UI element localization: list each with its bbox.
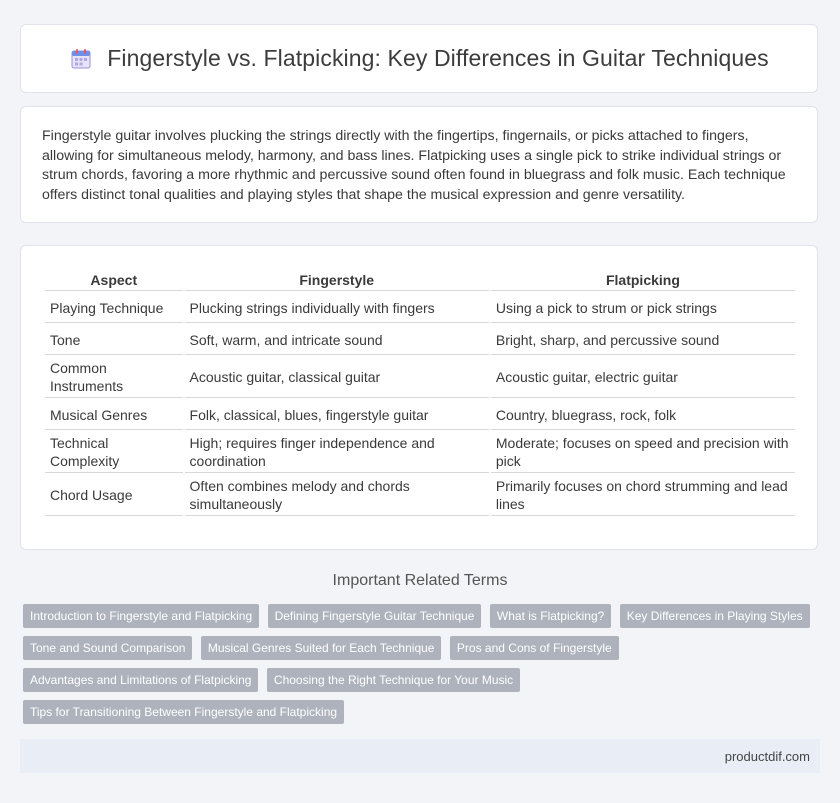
column-header: Fingerstyle [185,268,489,291]
table-row [45,432,795,473]
table-cell: Soft, warm, and intricate sound [185,325,489,355]
table-cell: Moderate; focuses on speed and precision with pick [491,432,795,473]
table-cell: Playing Technique [45,293,183,323]
table-cell: Primarily focuses on chord strumming and lead lines [491,475,795,516]
intro-text: Fingerstyle guitar involves plucking the strings directly with the fingertips, fingernails, or picks attached to fingers, allowing for simultaneous melody, harmony, and bass lines. Flatpicking uses a single pick to strike individual strings or strum chords, favoring a more rhythmic and percussive sound often found in bluegrass and folk music. Each technique offers distinct tonal qualities and playing styles that shape the musical expression and genre versatility. [42,128,786,203]
table-row [45,475,795,516]
related-term-tag[interactable]: What is Flatpicking? [490,604,611,628]
table-cell: Folk, classical, blues, fingerstyle guitar [185,400,489,430]
table-row [45,325,795,355]
table-cell: Often combines melody and chords simultaneously [185,475,489,516]
related-term-tag[interactable]: Defining Fingerstyle Guitar Technique [268,604,482,628]
table-cell: Acoustic guitar, electric guitar [491,357,795,398]
related-term-tag[interactable]: Tone and Sound Comparison [23,636,192,660]
related-term-tag[interactable]: Musical Genres Suited for Each Technique [201,636,442,660]
table-header-row [45,268,795,291]
related-terms-heading: Important Related Terms [332,572,508,589]
comparison-table-card [20,245,818,550]
table-cell: High; requires finger independence and coordination [185,432,489,473]
title-card [20,24,818,93]
table-row [45,400,795,430]
table-cell: Common Instruments [45,357,183,398]
table-cell: Plucking strings individually with fingers [185,293,489,323]
table-row [45,357,795,398]
footer-site: productdif.com [724,748,810,764]
table-cell: Tone [45,325,183,355]
table-cell: Acoustic guitar, classical guitar [185,357,489,398]
table-cell: Using a pick to strum or pick strings [491,293,795,323]
table-cell: Chord Usage [45,475,183,516]
intro-card [20,106,818,223]
column-header: Flatpicking [491,268,795,291]
related-term-tag[interactable]: Key Differences in Playing Styles [620,604,810,628]
table-row [45,293,795,323]
related-term-tag[interactable]: Pros and Cons of Fingerstyle [450,636,619,660]
table-cell: Country, bluegrass, rock, folk [491,400,795,430]
related-term-tag[interactable]: Advantages and Limitations of Flatpicking [23,668,258,692]
column-header: Aspect [45,268,183,291]
calendar-icon [69,47,93,71]
table-cell: Technical Complexity [45,432,183,473]
related-term-tag[interactable]: Tips for Transitioning Between Fingerstyle and Flatpicking [23,700,344,724]
comparison-table [43,266,797,518]
table-cell: Bright, sharp, and percussive sound [491,325,795,355]
page-title: Fingerstyle vs. Flatpicking: Key Differences in Guitar Techniques [107,45,769,71]
table-cell: Musical Genres [45,400,183,430]
related-term-tag[interactable]: Choosing the Right Technique for Your Music [267,668,520,692]
related-terms-list [23,604,823,732]
footer [20,739,820,773]
related-term-tag[interactable]: Introduction to Fingerstyle and Flatpicking [23,604,259,628]
